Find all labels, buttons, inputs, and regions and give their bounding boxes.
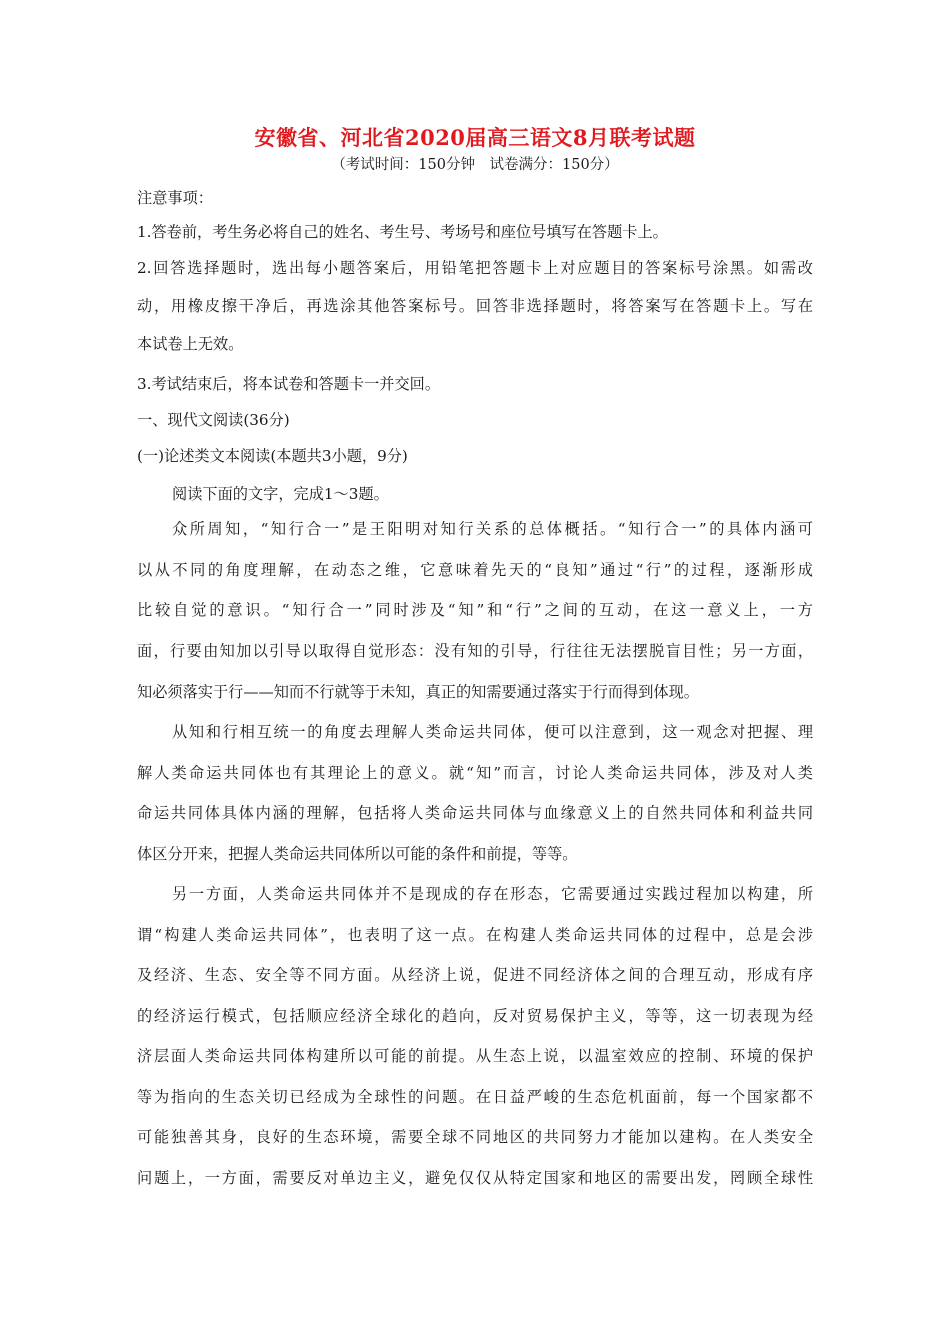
section-heading: 一、现代文阅读(36分)	[137, 411, 290, 429]
paragraph-line: 济层面人类命运共同体构建所以可能的前提。从生态上说，以温室效应的控制、环境的保护	[137, 1047, 813, 1065]
paragraph-line: 谓“构建人类命运共同体”，也表明了这一点。在构建人类命运共同体的过程中，总是会涉	[137, 926, 813, 944]
paragraph-line: 可能独善其身，良好的生态环境，需要全球不同地区的共同努力才能加以建构。在人类安全	[137, 1128, 813, 1146]
paragraph-line: 面，行要由知加以引导以取得自觉形态：没有知的引导，行往往无法摆脱盲目性；另一方面，	[137, 642, 813, 660]
notice-heading: 注意事项：	[137, 189, 213, 207]
paragraph-line: 另一方面，人类命运共同体并不是现成的存在形态，它需要通过实践过程加以构建，所	[172, 885, 813, 903]
paragraph-line: 从知和行相互统一的角度去理解人类命运共同体，便可以注意到，这一观念对把握、理	[172, 723, 813, 741]
paragraph-line: 知必须落实于行——知而不行就等于未知，真正的知需要通过落实于行而得到体现。	[137, 683, 699, 701]
paragraph-line: 众所周知，“知行合一”是王阳明对知行关系的总体概括。“知行合一”的具体内涵可	[172, 520, 813, 538]
paragraph-line: 解人类命运共同体也有其理论上的意义。就“知”而言，讨论人类命运共同体，涉及对人类	[137, 764, 813, 782]
exam-title: 安徽省、河北省2020届高三语文8月联考试题	[254, 125, 696, 150]
paragraph-line: 及经济、生态、安全等不同方面。从经济上说，促进不同经济体之间的合理互动，形成有序	[137, 966, 813, 984]
paragraph-line: 问题上，一方面，需要反对单边主义，避免仅仅从特定国家和地区的需要出发，罔顾全球性	[137, 1169, 813, 1187]
paragraph-line: 比较自觉的意识。“知行合一”同时涉及“知”和“行”之间的互动，在这一意义上，一方	[137, 601, 813, 619]
paragraph-line: 的经济运行模式，包括顺应经济全球化的趋向，反对贸易保护主义，等等，这一切表现为经	[137, 1007, 813, 1025]
notice-item: 本试卷上无效。	[137, 335, 244, 353]
subsection-heading: (一)论述类文本阅读(本题共3小题，9分)	[137, 447, 408, 465]
notice-item: 1.答卷前，考生务必将自己的姓名、考生号、考场号和座位号填写在答题卡上。	[137, 223, 668, 241]
paragraph-line: 等为指向的生态关切已经成为全球性的问题。在日益严峻的生态危机面前，每一个国家都不	[137, 1088, 813, 1106]
notice-item: 2.回答选择题时，选出每小题答案后，用铅笔把答题卡上对应题目的答案标号涂黑。如需改	[137, 259, 813, 277]
notice-item: 3.考试结束后，将本试卷和答题卡一并交回。	[137, 375, 441, 393]
exam-subtitle: （考试时间：150分钟 试卷满分：150分）	[331, 157, 619, 173]
paragraph-line: 以从不同的角度理解，在动态之维，它意味着先天的“良知”通过“行”的过程，逐渐形成	[137, 561, 813, 579]
paragraph-line: 体区分开来，把握人类命运共同体所以可能的条件和前提，等等。	[137, 845, 578, 863]
paragraph-line: 命运共同体具体内涵的理解，包括将人类命运共同体与血缘意义上的自然共同体和利益共同	[137, 804, 813, 822]
reading-instruction: 阅读下面的文字，完成1～3题。	[172, 485, 389, 503]
notice-item: 动，用橡皮擦干净后，再选涂其他答案标号。回答非选择题时，将答案写在答题卡上。写在	[137, 297, 813, 315]
